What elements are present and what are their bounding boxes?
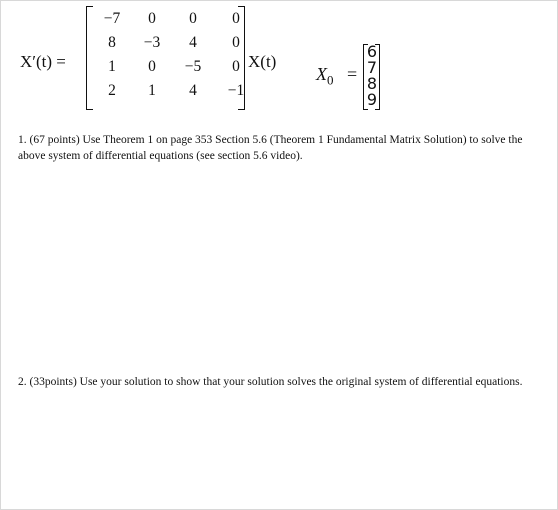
matrix-cell: −7 <box>103 10 121 27</box>
coefficient-matrix <box>90 7 256 103</box>
matrix-cell: −5 <box>184 58 202 75</box>
vector-right-bracket <box>375 44 380 110</box>
matrix-cell: 0 <box>232 34 240 51</box>
equation-rhs: X(t) <box>248 52 277 71</box>
matrix-cell: 4 <box>189 34 197 51</box>
matrix-cell: 0 <box>148 58 156 75</box>
x0-subscript: 0 <box>327 72 334 88</box>
vector-cell: 6 <box>366 42 378 61</box>
matrix-cell: 8 <box>108 34 116 51</box>
matrix-cell: −3 <box>143 34 161 51</box>
matrix-cell: 0 <box>232 10 240 27</box>
initial-condition-label <box>316 64 334 89</box>
matrix-cell: 2 <box>108 82 116 99</box>
problem-1: 1. (67 points) Use Theorem 1 on page 353 Section 5.6 (Theorem 1 Fundamental Matrix Solution) to solve the above system of differential equations (see section 5.6 video). <box>18 134 523 162</box>
matrix-cell: 0 <box>232 58 240 75</box>
x0-equals: = <box>347 64 358 84</box>
x0-symbol: X <box>316 64 327 84</box>
differential-equation <box>0 0 558 122</box>
matrix-cell: −1 <box>227 82 245 99</box>
vector-cell: 7 <box>366 58 378 77</box>
vector-cell: 9 <box>366 90 378 109</box>
matrix-cell: 0 <box>148 10 156 27</box>
problem-2: 2. (33points) Use your solution to show that your solution solves the original system of differential equations. <box>18 376 523 388</box>
equation-lhs: X′(t) = <box>20 52 66 71</box>
matrix-cell: 4 <box>189 82 197 99</box>
vector-cell: 8 <box>366 74 378 93</box>
matrix-cell: 1 <box>148 82 156 99</box>
matrix-right-bracket <box>238 6 245 110</box>
matrix-cell: 0 <box>189 10 197 27</box>
matrix-cell: 1 <box>108 58 116 75</box>
